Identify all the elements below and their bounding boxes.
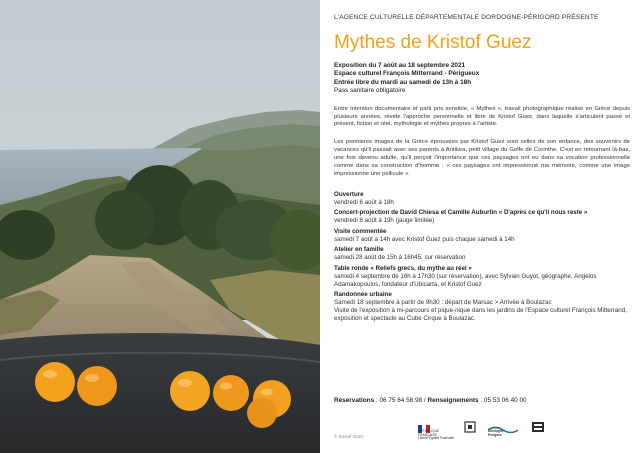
event-label: Visite commentée [334, 227, 387, 235]
childhood-paragraph: Les premières images de la Grèce éprouvées par Kristof Guez sont celles de son enfance, des souvenirs de vacances qu'il passait avec ses parents à Antikira, petit village du Golfe de Corinthe. C'est en retournant là-bas, une fois devenu adulte, qu'il perçoit l'importance que ces paysages ont eu dans sa vocation professionnelle comme dans sa construction d'homme ; « ces paysages ont impressionné ma mémoire, comme une image impressionne une pellicule ». [334, 139, 630, 177]
event-detail: samedi 28 août de 15h à 16h45, sur réservation [334, 254, 466, 262]
events-list [334, 191, 630, 324]
republique-logo [418, 420, 458, 442]
event-detail: Samedi 18 septembre à partir de 9h30 : départ de Marsac > Arrivée à Boulazac Visite de l'exposition à mi-parcours et pique-nique dans les jardins de l'Espace culturel François Mitterrand, exposition et spectacle au Cube Cirque à Boulazac. [334, 299, 627, 323]
info-label: Renseignements [427, 397, 479, 404]
info-phone[interactable]: : 05 53 06 40 00 [478, 397, 527, 404]
event-detail: samedi 4 septembre de 16h à 17h30 (sur réservation), avec Sylvain Guyot, géographe, Angelos Adamakopoulos, fondateur d'Ubicarta, et Kristof Guez [334, 272, 597, 288]
event-item [334, 246, 630, 262]
contact-separator: / [422, 397, 428, 404]
exhibition-info [334, 62, 630, 96]
reservation-phone[interactable]: : 06 75 64 58 98 [374, 397, 423, 404]
event-label: Concert-projection de David Chiesa et Camille Auburtin « D'après ce qu'il nous reste » [334, 209, 588, 217]
exhibition-hours: Entrée libre du mardi au samedi de 13h à 18h [334, 78, 472, 86]
event-label: Ouverture [334, 190, 364, 198]
event-item [334, 228, 630, 244]
exhibition-dates: Exposition du 7 août au 18 septembre 2021 [334, 62, 466, 69]
event-item [334, 265, 630, 289]
reservation-label: Réservations [334, 397, 375, 404]
event-item [334, 291, 630, 323]
event-label: Table ronde « Reliefs grecs, du mythe au réel » [334, 264, 472, 272]
event-label: Randonnée urbaine [334, 291, 392, 299]
preservation-logo [463, 420, 483, 442]
agence-mark-icon [531, 421, 545, 433]
intro-paragraph: Entre intention documentaire et parti pris sensible, « Mythes », travail photographique réalisé en Grèce depuis plusieurs années, révèle l'approche personnelle et libre de Kristof Guez, dans laquelle s'articulent passé et présent, fiction et réel, mythologie et mythes propres à l'artiste. [334, 105, 630, 128]
partner-logos [418, 420, 628, 442]
event-label: Atelier en famille [334, 246, 384, 254]
agence-logo [531, 420, 555, 442]
presenter-line: L'AGENCE CULTURELLE DÉPARTEMENTALE DORDOGNE-PÉRIGORD PRÉSENTE [334, 14, 599, 21]
event-item [334, 191, 630, 207]
photo-credit: © Kristof Guez [334, 434, 364, 439]
exhibition-title: Mythes de Kristof Guez [334, 32, 532, 53]
contact-line [334, 397, 527, 404]
republique-text: RÉPUBLIQUE FRANÇAISE Liberté Égalité Fraternité [418, 429, 455, 441]
event-detail: samedi 7 août à 14h avec Kristof Guez puis chaque samedi à 14h [334, 235, 515, 243]
event-detail: vendredi 6 août à 19h (jauge limitée) [334, 217, 435, 225]
departement-text: Dordogne Périgord [488, 429, 504, 437]
sanitary-pass: Pass sanitaire obligatoire [334, 87, 406, 95]
exhibition-venue: Espace culturel François Mitterrand - Périgueux [334, 70, 480, 78]
seal-icon [463, 420, 477, 434]
text-column [334, 14, 630, 326]
event-detail: vendredi 6 août à 18h [334, 198, 394, 206]
dordogne-logo [488, 420, 520, 442]
event-item [334, 209, 630, 225]
